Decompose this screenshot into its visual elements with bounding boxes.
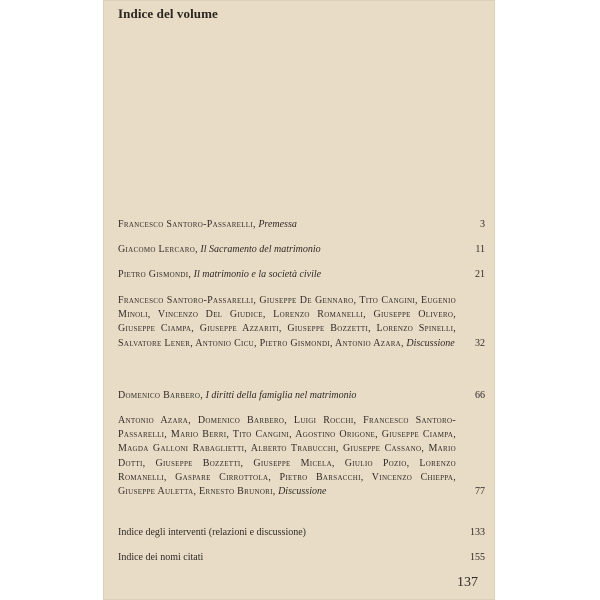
toc-entry bbox=[118, 294, 485, 351]
toc-page-number: 3 bbox=[480, 219, 485, 230]
page-title: Indice del volume bbox=[118, 6, 218, 21]
toc-title: Indice dei nomi citati bbox=[118, 552, 204, 563]
toc-title: Il Sacramento del matrimonio bbox=[200, 244, 321, 255]
toc-authors: Giacomo Lercaro, bbox=[118, 244, 198, 255]
toc-authors: Antonio Azara, Domenico Barbero, Luigi Rocchi, Francesco Santoro-Passarelli, Mario Berri, Tito Cangini, Agostino Origone, Giuseppe Ciampa, Magda Galloni Rabaglietti, Alberto Trabucchi, Giuseppe Cassano, Mario Dotti, Giuseppe Bozzetti, Giuseppe Micela, Giulio Pozio, Lorenzo Romanelli, Gaspare Cirrottola, Pietro Barsacchi, Vincenzo Chieppa, Giuseppe Auletta, Ernesto Brunori, bbox=[118, 415, 456, 498]
folio-page-number: 137 bbox=[457, 575, 478, 590]
toc-title: Premessa bbox=[258, 219, 297, 230]
toc-page-number: 21 bbox=[475, 269, 485, 280]
toc-entry bbox=[118, 268, 485, 282]
toc-title: Discussione bbox=[406, 337, 455, 349]
toc-entry bbox=[118, 218, 485, 232]
toc-title: I diritti della famiglia nel matrimonio bbox=[205, 390, 357, 401]
toc-entry bbox=[118, 526, 485, 540]
toc-page-number: 32 bbox=[475, 337, 485, 349]
toc-title: Discussione bbox=[278, 486, 327, 498]
toc-authors: Domenico Barbero, bbox=[118, 390, 204, 401]
toc-entry bbox=[118, 414, 485, 499]
book-page bbox=[103, 0, 495, 600]
toc-authors: Pietro Gismondi, bbox=[118, 269, 192, 280]
toc-page-number: 155 bbox=[470, 552, 485, 563]
toc-page-number: 66 bbox=[475, 390, 485, 401]
toc-authors: Francesco Santoro-Passarelli, bbox=[118, 219, 256, 230]
toc-title: Il matrimonio e la società civile bbox=[193, 269, 322, 280]
toc-entry bbox=[118, 551, 485, 565]
toc-authors: Francesco Santoro-Passarelli, Giuseppe De Gennaro, Tito Cangini, Eugenio Minoli, Vincenzo Del Giudice, Lorenzo Romanelli, Giuseppe Olivero, Giuseppe Ciampa, Giuseppe Azzariti, Giuseppe Bozzetti, Lorenzo Spinelli, Salvatore Lener, Antonio Cicu, Pietro Gismondi, Antonio Azara, bbox=[118, 295, 456, 349]
toc-page-number: 133 bbox=[470, 527, 485, 538]
toc-entry bbox=[118, 243, 485, 257]
toc-page-number: 11 bbox=[475, 244, 485, 255]
toc-page-number: 77 bbox=[475, 486, 485, 498]
toc-title: Indice degli interventi (relazioni e discussione) bbox=[118, 527, 306, 538]
toc-entry bbox=[118, 389, 485, 403]
